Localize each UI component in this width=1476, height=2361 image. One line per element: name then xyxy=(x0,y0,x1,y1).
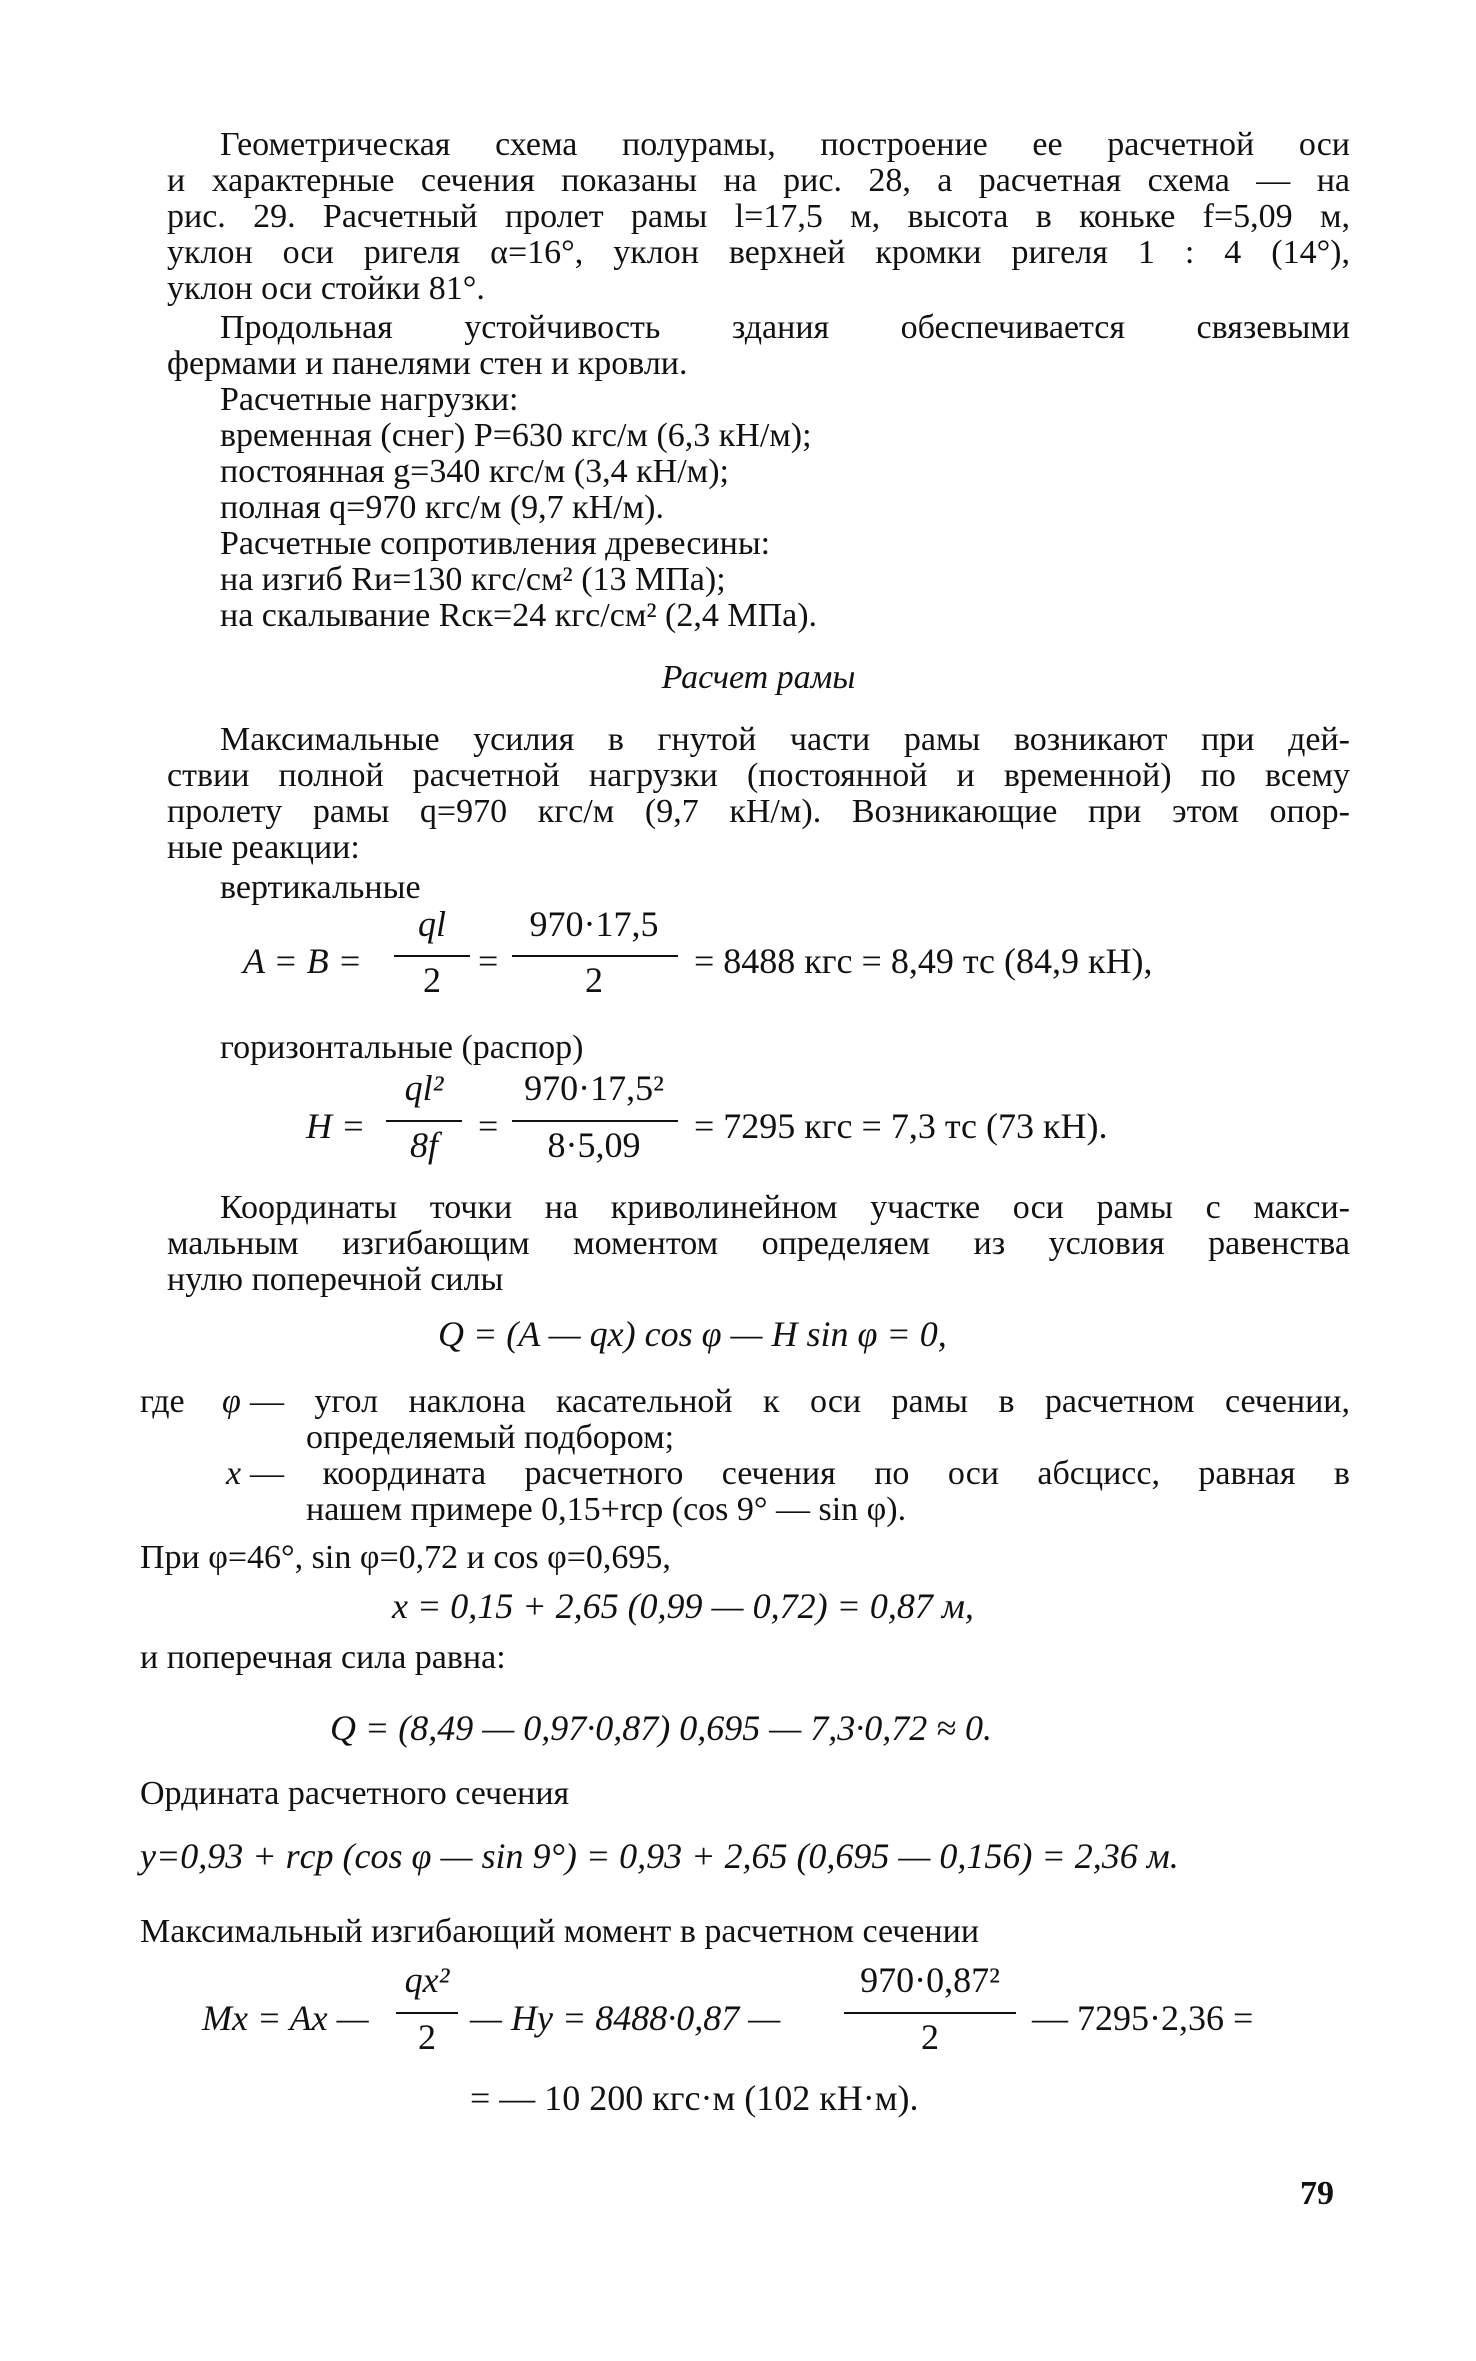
where-word: где xyxy=(140,1383,185,1420)
eq-moment-den2: 2 xyxy=(921,2017,939,2057)
intro-line-2: и характерные сечения показаны на рис. 28, а расчетная схема — на xyxy=(167,162,1350,199)
eq-vertical-num2: 970·17,5 xyxy=(529,904,659,944)
at-phi-text: При φ=46°, sin φ=0,72 и cos φ=0,695, xyxy=(140,1539,671,1576)
eq-moment-lhs: Mx = Ax — xyxy=(202,1998,369,2038)
eq-moment-den1: 2 xyxy=(418,2017,436,2057)
coords-line-1: Координаты точки на криволинейном участке оси рамы с макси- xyxy=(220,1189,1350,1226)
intro-line-3: рис. 29. Расчетный пролет рамы l=17,5 м, высота в коньке f=5,09 м, xyxy=(167,198,1350,235)
eq-ordinate: y=0,93 + rср (cos φ — sin 9°) = 0,93 + 2,65 (0,695 — 0,156) = 2,36 м. xyxy=(140,1836,1179,1876)
x-definition-1: — координата расчетного сечения по оси абсцисс, равная в xyxy=(250,1455,1350,1492)
intro-line-5: уклон оси стойки 81°. xyxy=(167,270,485,307)
eq-horizontal-den2: 8·5,09 xyxy=(547,1125,641,1165)
max-forces-line-2: ствии полной расчетной нагрузки (постоянной и временной) по всему xyxy=(167,757,1350,794)
eq-shear-check: Q = (8,49 — 0,97·0,87) 0,695 — 7,3·0,72 ≈ 0. xyxy=(330,1708,993,1748)
page-number: 79 xyxy=(1300,2175,1334,2212)
moment-text: Максимальный изгибающий момент в расчетном сечении xyxy=(140,1913,980,1950)
eq-horizontal-num2: 970·17,5² xyxy=(524,1068,664,1108)
eq-moment-tail: — 7295·2,36 = xyxy=(1032,1998,1254,2038)
intro-line-4: уклон оси ригеля α=16°, уклон верхней кромки ригеля 1 : 4 (14°), xyxy=(167,234,1350,271)
eq-vertical-bar2 xyxy=(512,955,678,957)
load-permanent: постоянная g=340 кгс/м (3,4 кН/м); xyxy=(220,453,729,490)
max-forces-line-4: ные реакции: xyxy=(167,829,360,866)
resistances-heading: Расчетные сопротивления древесины: xyxy=(220,525,771,562)
coords-line-3: нулю поперечной силы xyxy=(167,1261,504,1298)
phi-definition-2: определяемый подбором; xyxy=(306,1419,675,1456)
eq-moment-num2: 970·0,87² xyxy=(860,1960,1000,2000)
section-title: Расчет рамы xyxy=(661,659,856,696)
horizontal-label: горизонтальные (распор) xyxy=(220,1029,584,1066)
eq-moment-result: = — 10 200 кгс·м (102 кН·м). xyxy=(470,2078,919,2118)
vertical-label: вертикальные xyxy=(220,869,421,906)
eq-vertical-num1: ql xyxy=(417,904,446,944)
load-temporary: временная (снег) P=630 кгс/м (6,3 кН/м); xyxy=(220,417,812,454)
resistance-shear: на скалывание Rск=24 кгс/см² (2,4 МПа). xyxy=(220,597,818,634)
load-full: полная q=970 кгс/м (9,7 кН/м). xyxy=(220,489,665,526)
eq-vertical-den1: 2 xyxy=(423,960,441,1000)
eq-horizontal-den1: 8f xyxy=(409,1125,438,1165)
shear-text: и поперечная сила равна: xyxy=(140,1639,506,1676)
coords-line-2: мальным изгибающим моментом определяем из условия равенства xyxy=(167,1225,1350,1262)
eq-vertical-result: = 8488 кгс = 8,49 тс (84,9 кН), xyxy=(694,941,1153,981)
stability-line-2: фермами и панелями стен и кровли. xyxy=(167,345,688,382)
eq-horizontal-equals: = xyxy=(478,1106,499,1146)
resistance-bending: на изгиб Rи=130 кгс/см² (13 МПа); xyxy=(220,561,726,598)
eq-x-value: x = 0,15 + 2,65 (0,99 — 0,72) = 0,87 м, xyxy=(392,1586,974,1626)
eq-moment-bar2 xyxy=(844,2012,1016,2014)
eq-horizontal-bar2 xyxy=(512,1120,678,1122)
x-definition-2: нашем примере 0,15+rср (cos 9° — sin φ). xyxy=(306,1491,907,1528)
max-forces-line-3: пролету рамы q=970 кгс/м (9,7 кН/м). Возникающие при этом опор- xyxy=(167,793,1350,830)
eq-shear-force: Q = (A — qx) cos φ — H sin φ = 0, xyxy=(438,1314,947,1354)
eq-horizontal-bar1 xyxy=(386,1120,462,1122)
eq-vertical-equals: = xyxy=(478,941,499,981)
loads-heading: Расчетные нагрузки: xyxy=(220,381,519,418)
eq-horizontal-result: = 7295 кгс = 7,3 тс (73 кН). xyxy=(694,1106,1108,1146)
eq-vertical-bar1 xyxy=(394,955,470,957)
max-forces-line-1: Максимальные усилия в гнутой части рамы возникают при дей- xyxy=(220,721,1350,758)
stability-line-1: Продольная устойчивость здания обеспечивается связевыми xyxy=(220,309,1350,346)
eq-vertical-lhs: A = B = xyxy=(243,941,362,981)
eq-horizontal-lhs: H = xyxy=(306,1106,366,1146)
x-symbol: x xyxy=(226,1455,242,1492)
eq-moment-num1: qx² xyxy=(404,1960,450,2000)
eq-vertical-den2: 2 xyxy=(585,960,603,1000)
eq-horizontal-num1: ql² xyxy=(404,1068,444,1108)
eq-moment-mid: — Hy = 8488·0,87 — xyxy=(470,1998,781,2038)
phi-symbol: φ xyxy=(222,1383,241,1420)
phi-definition-1: — угол наклона касательной к оси рамы в расчетном сечении, xyxy=(250,1383,1350,1420)
intro-line-1: Геометрическая схема полурамы, построение ее расчетной оси xyxy=(220,126,1350,163)
ordinate-text: Ордината расчетного сечения xyxy=(140,1775,570,1812)
eq-moment-bar1 xyxy=(396,2012,458,2014)
